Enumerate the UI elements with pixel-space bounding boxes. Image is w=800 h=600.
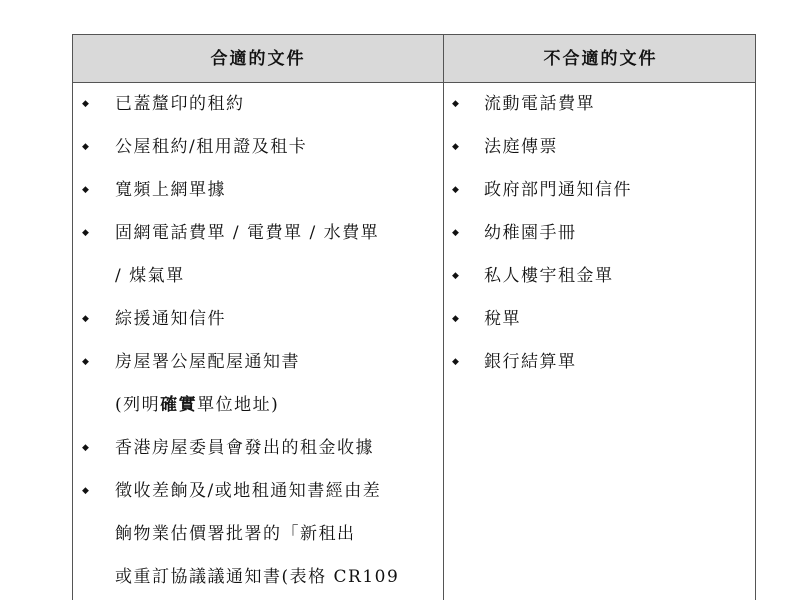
right-list-item <box>444 212 757 255</box>
right-list-item <box>444 341 757 384</box>
left-list-item <box>73 298 443 341</box>
left-list-item <box>73 212 443 255</box>
bullet-icon: ◆ <box>82 228 91 238</box>
bullet-icon: ◆ <box>82 185 91 195</box>
left-list-item <box>73 384 443 427</box>
left-list-item <box>73 470 443 513</box>
left-item-text: 寬頻上網單據 <box>115 180 226 200</box>
left-item-text: 綜援通知信件 <box>115 309 226 329</box>
right-list-item <box>444 126 757 169</box>
bullet-icon: ◆ <box>452 99 461 109</box>
right-list-item <box>444 169 757 212</box>
left-item-text: 固網電話費單 / 電費單 / 水費單 <box>115 223 380 243</box>
right-item-text: 幼稚園手冊 <box>484 223 577 243</box>
left-list-item <box>73 126 443 169</box>
left-item-text: 公屋租約/租用證及租卡 <box>115 137 308 157</box>
left-list-item <box>73 513 443 556</box>
right-item-text: 流動電話費單 <box>484 94 595 114</box>
left-item-text: 香港房屋委員會發出的租金收據 <box>115 438 374 458</box>
left-list-item <box>73 341 443 384</box>
left-item-text: 房屋署公屋配屋通知書 <box>115 352 300 372</box>
header-unsuitable-documents: 不合適的文件 <box>543 49 658 69</box>
left-list-item <box>73 169 443 212</box>
header-suitable-documents: 合適的文件 <box>210 49 306 69</box>
bullet-icon: ◆ <box>82 486 91 496</box>
right-item-text: 稅單 <box>484 309 521 329</box>
left-list-item <box>73 556 443 599</box>
left-item-text: 或重訂協議議通知書(表格 CR109 <box>115 567 400 587</box>
bullet-icon: ◆ <box>452 314 461 324</box>
right-item-text: 私人樓宇租金單 <box>484 266 614 286</box>
bullet-icon: ◆ <box>452 357 461 367</box>
bullet-icon: ◆ <box>82 314 91 324</box>
emphasis-text: 確實 <box>160 395 198 415</box>
right-list-item <box>444 255 757 298</box>
bullet-icon: ◆ <box>82 443 91 453</box>
bullet-icon: ◆ <box>82 99 91 109</box>
left-item-text: / 煤氣單 <box>115 266 185 286</box>
bullet-icon: ◆ <box>452 185 461 195</box>
left-list-item <box>73 255 443 298</box>
bullet-icon: ◆ <box>82 357 91 367</box>
bullet-icon: ◆ <box>82 142 91 152</box>
unsuitable-documents-column <box>444 83 757 384</box>
right-item-text: 法庭傳票 <box>484 137 558 157</box>
left-list-item <box>73 83 443 126</box>
left-item-text: 餉物業估價署批署的「新租出 <box>115 524 356 544</box>
suitable-documents-column <box>73 83 443 599</box>
right-item-text: 政府部門通知信件 <box>484 180 632 200</box>
left-item-text: 已蓋釐印的租約 <box>115 94 245 114</box>
bullet-icon: ◆ <box>452 142 461 152</box>
left-item-text: 徵收差餉及/或地租通知書經由差 <box>115 481 382 501</box>
documents-table <box>72 34 756 600</box>
right-list-item <box>444 83 757 126</box>
bullet-icon: ◆ <box>452 228 461 238</box>
left-item-text: (列明確實單位地址) <box>115 395 280 415</box>
right-list-item <box>444 298 757 341</box>
bullet-icon: ◆ <box>452 271 461 281</box>
left-list-item <box>73 427 443 470</box>
right-item-text: 銀行結算單 <box>484 352 577 372</box>
table-header-row <box>73 35 755 83</box>
